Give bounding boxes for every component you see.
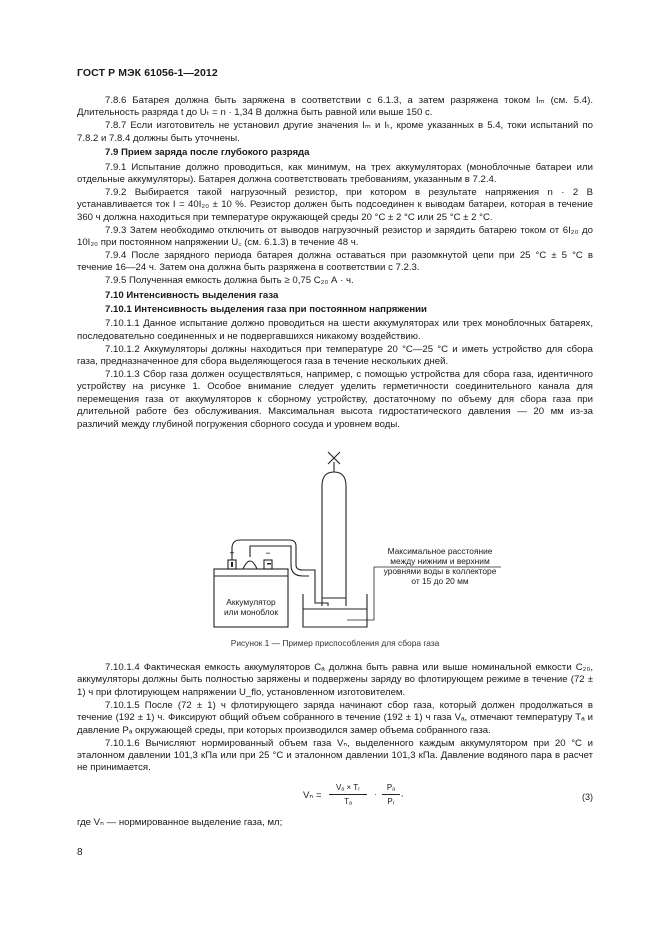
water-tray: [303, 594, 367, 627]
paragraph-7-9-1: 7.9.1 Испытание должно проводиться, как минимум, на трех аккумуляторах (моноблочные батареи или отдельные аккумуляторы). Батарея должна соответствовать требованиям, указанным в 7.2.4.: [77, 161, 593, 185]
battery-vent: [243, 561, 257, 569]
battery-label-line-1: Аккумулятор: [226, 597, 276, 608]
gas-collector-diagram: [77, 443, 593, 633]
formula-num-2: Pₐ: [386, 782, 396, 792]
collector-cylinder: [322, 472, 346, 606]
equation-number: (3): [582, 791, 593, 802]
distance-label-line-2: между нижним и верхним: [390, 556, 490, 567]
paragraph-7-10-1-3: 7.10.1.3 Сбор газа должен осуществляться, например, с помощью устройства для сбора газа, идентичного устройству на рисунке 1. Особое внимание следует уделить герметичности соединительного канала для перемещения газа от аккумуляторов к сборному устройству, достаточному по объему для сбора газа при длительной работе без обслуживания. Максимальная высота гидростатического давления — 20 мм из-за различий между глубиной погружения сборного сосуда и уровнем воды.: [77, 369, 593, 430]
paragraph-7-10-1-2: 7.10.1.2 Аккумуляторы должны находиться при температуре 20 °С—25 °С и иметь устройство для сбора газа, предназначенное для сбора выделяющегося газа в течение нескольких дней.: [77, 343, 593, 368]
subsection-heading-7-10-1: 7.10.1 Интенсивность выделения газа при постоянном напряжении: [105, 304, 427, 315]
distance-label-line-1: Максимальное расстояние: [387, 546, 493, 557]
distance-label-line-4: от 15 до 20 мм: [411, 576, 469, 587]
paragraph-7-10-1-5: 7.10.1.5 После (72 ± 1) ч флотирующего заряда начинают сбор газа, который должен продолжаться в течение (192 ± 1) ч. Фиксируют общий объем собранного в течение (192 ± 1) ч газа Vₐ, отмечают температуру Tₐ и давление Pₐ окружающей среды, при которых производился замер объема собранного газа.: [77, 699, 593, 736]
distance-label: [373, 546, 507, 586]
distance-label-line-3: уровнями воды в коллекторе: [383, 566, 497, 577]
formula-den-2: Pᵣ: [387, 796, 395, 806]
fraction-bar-2: [382, 794, 400, 795]
page-body: [77, 95, 593, 830]
inner-tube: [309, 570, 328, 606]
paragraph-7-10-1-4: 7.10.1.4 Фактическая емкость аккумуляторов Cₐ должна быть равна или выше номинальной емкости C₂₀, аккумуляторы должны быть полностью заряжены и подвержены заряду во флотирующем режиме в течение (72 ± 1) ч при флотирующем напряжении U_flo, установленном изготовителем.: [77, 662, 593, 698]
formula-den-1: Tₐ: [344, 796, 352, 806]
paragraph-7-9-3: 7.9.3 Затем необходимо отключить от выводов нагрузочный резистор и зарядить батарею током от 6I₂₀ до 10I₂₀ при постоянном напряжении U꜀ (см. 6.1.3) в течение 48 ч.: [77, 224, 593, 248]
plus-sign: +: [229, 548, 235, 559]
figure-gas-collector: [77, 443, 593, 648]
where-clause: где Vₙ — нормированное выделение газа, мл;: [77, 816, 283, 828]
formula-num-1: Vₐ × Tᵣ: [335, 782, 361, 792]
section-heading-7-9: 7.9 Прием заряда после глубокого разряда: [105, 147, 310, 159]
battery-label: [216, 597, 286, 617]
formula-dot: ·: [374, 789, 377, 799]
formula-comma: ,: [401, 788, 404, 798]
paragraph-7-8-7: 7.8.7 Если изготовитель не установил другие значения Iₘ и Iₜ, кроме указанных в 5.4, токи испытаний по 7.8.2 и 7.8.4 должны быть уточнены.: [77, 120, 593, 144]
minus-sign: −: [265, 548, 271, 559]
paragraph-7-9-2: 7.9.2 Выбирается такой нагрузочный резистор, при котором в результате напряжения n · 2 В устанавливается ток I = 40I₂₀ ± 10 %. Резистор должен быть подсоединен к выводам батареи, которая в течение 360 ч должна находиться при температуре окружающей среды 20 °С ± 2 °С или 25 °С ± 2 °С.: [77, 186, 593, 223]
document-header: ГОСТ Р МЭК 61056-1—2012: [77, 67, 218, 79]
paragraph-7-10-1-1: 7.10.1.1 Данное испытание должно проводиться на шести аккумуляторах или трех моноблочных батареях, последовательно соединенных и не подвергавшихся никакому воздействию.: [77, 318, 593, 342]
paragraph-7-8-6: 7.8.6 Батарея должна быть заряжена в соответствии с 6.1.3, а затем разряжена током Iₘ (см. 5.4). Длительность разряда t до Uₜ = n · 1,34 В должна быть равной или выше 150 с.: [77, 95, 593, 119]
formula-3: [77, 779, 593, 815]
figure-caption: Рисунок 1 — Пример приспособления для сбора газа: [230, 638, 440, 649]
paragraph-7-9-4: 7.9.4 После зарядного периода батарея должна оставаться при разомкнутой цепи при 25 °С ± 5 °С в течение 16—24 ч. Затем она должна быть разряжена в соответствии с 7.2.3.: [77, 249, 593, 274]
page-number: 8: [77, 847, 83, 858]
paragraph-7-10-1-6: 7.10.1.6 Вычисляют нормированный объем газа Vₙ, выделенного каждым аккумулятором при 20 °С и эталонном давлении 101,3 кПа или при 25 °С и эталонном давлении 101,3 кПа. Давление водяного пара в расчет не принимается.: [77, 737, 593, 774]
section-heading-7-10: 7.10 Интенсивность выделения газа: [105, 289, 279, 301]
fraction-bar-1: [329, 794, 367, 795]
paragraph-7-9-5: 7.9.5 Полученная емкость должна быть ≥ 0,75 C₂₀ А · ч.: [105, 275, 354, 287]
battery-label-line-2: или моноблок: [224, 607, 278, 618]
gas-tube: [250, 546, 309, 576]
formula-lhs: Vₙ =: [303, 789, 322, 801]
